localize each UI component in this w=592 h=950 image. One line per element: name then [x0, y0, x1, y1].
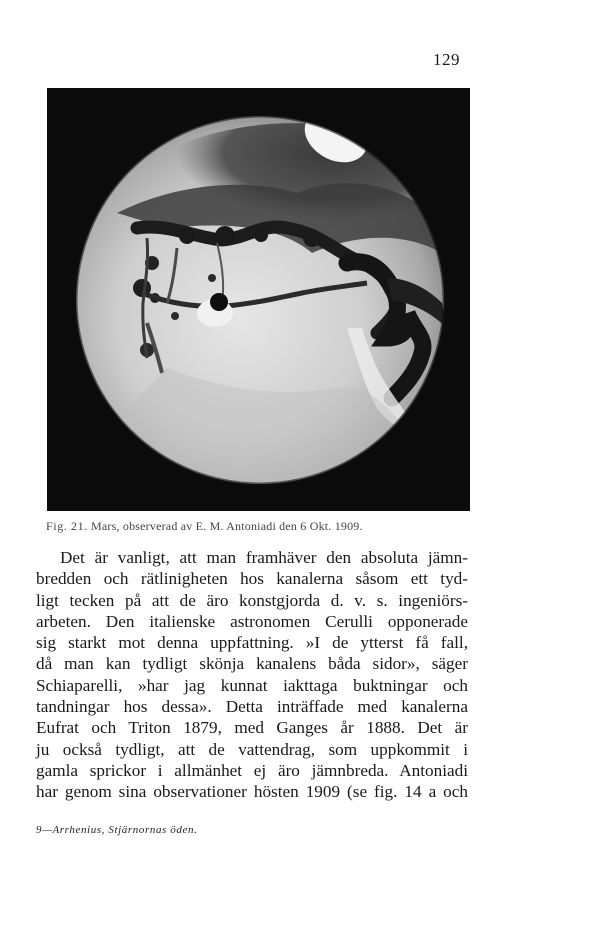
mars-drawing: [47, 88, 470, 511]
text-line: gamla sprickor i allmänhet ej äro jämnbreda. Antoniadi: [36, 760, 468, 780]
figure-plate: [47, 88, 470, 511]
text-line: ligt tecken på att de äro konstgjorda d. v. s. ingeniörs-: [36, 590, 468, 610]
text-line: bredden och rätlinigheten hos kanalerna såsom ett tyd-: [36, 569, 468, 589]
oasis-spot: [208, 274, 216, 282]
page-number: 129: [433, 50, 460, 69]
text-line: Schiaparelli, »har jag kunnat iakttaga buktningar och: [36, 675, 468, 695]
figure-caption: [46, 519, 476, 534]
text-line: Det är vanligt, att man framhäver den absoluta jämn-: [60, 548, 468, 567]
text-line: ju också tydligt, att de vattendrag, som uppkommit i: [36, 739, 468, 759]
oasis-spot: [179, 228, 195, 244]
oasis-spot: [171, 312, 179, 320]
text-line: tandningar hos dessa». Detta inträffade med kanalerna: [36, 697, 468, 717]
text-line: sig starkt mot denna uppfattning. »I de ytterst få fall,: [36, 633, 468, 653]
figure-label: Fig. 21.: [46, 519, 88, 533]
oasis-spot: [254, 228, 268, 242]
text-line: då man kan tydligt skönja kanalens båda sidor», säger: [36, 654, 468, 674]
signature-line: 9—Arrhenius, Stjärnornas öden.: [36, 824, 198, 836]
text-line: Eufrat och Triton 1879, med Ganges år 1888. Det är: [36, 718, 468, 738]
dark-oasis: [210, 293, 228, 311]
figure-caption-text: Mars, observerad av E. M. Antoniadi den 6 Okt. 1909.: [91, 519, 363, 533]
oasis-spot: [303, 229, 321, 247]
text-line: har genom sina observationer hösten 1909 (se fig. 14 a och: [36, 782, 468, 802]
text-line: arbeten. Den italienske astronomen Cerulli opponerade: [36, 611, 468, 631]
body-paragraph: [36, 547, 468, 803]
